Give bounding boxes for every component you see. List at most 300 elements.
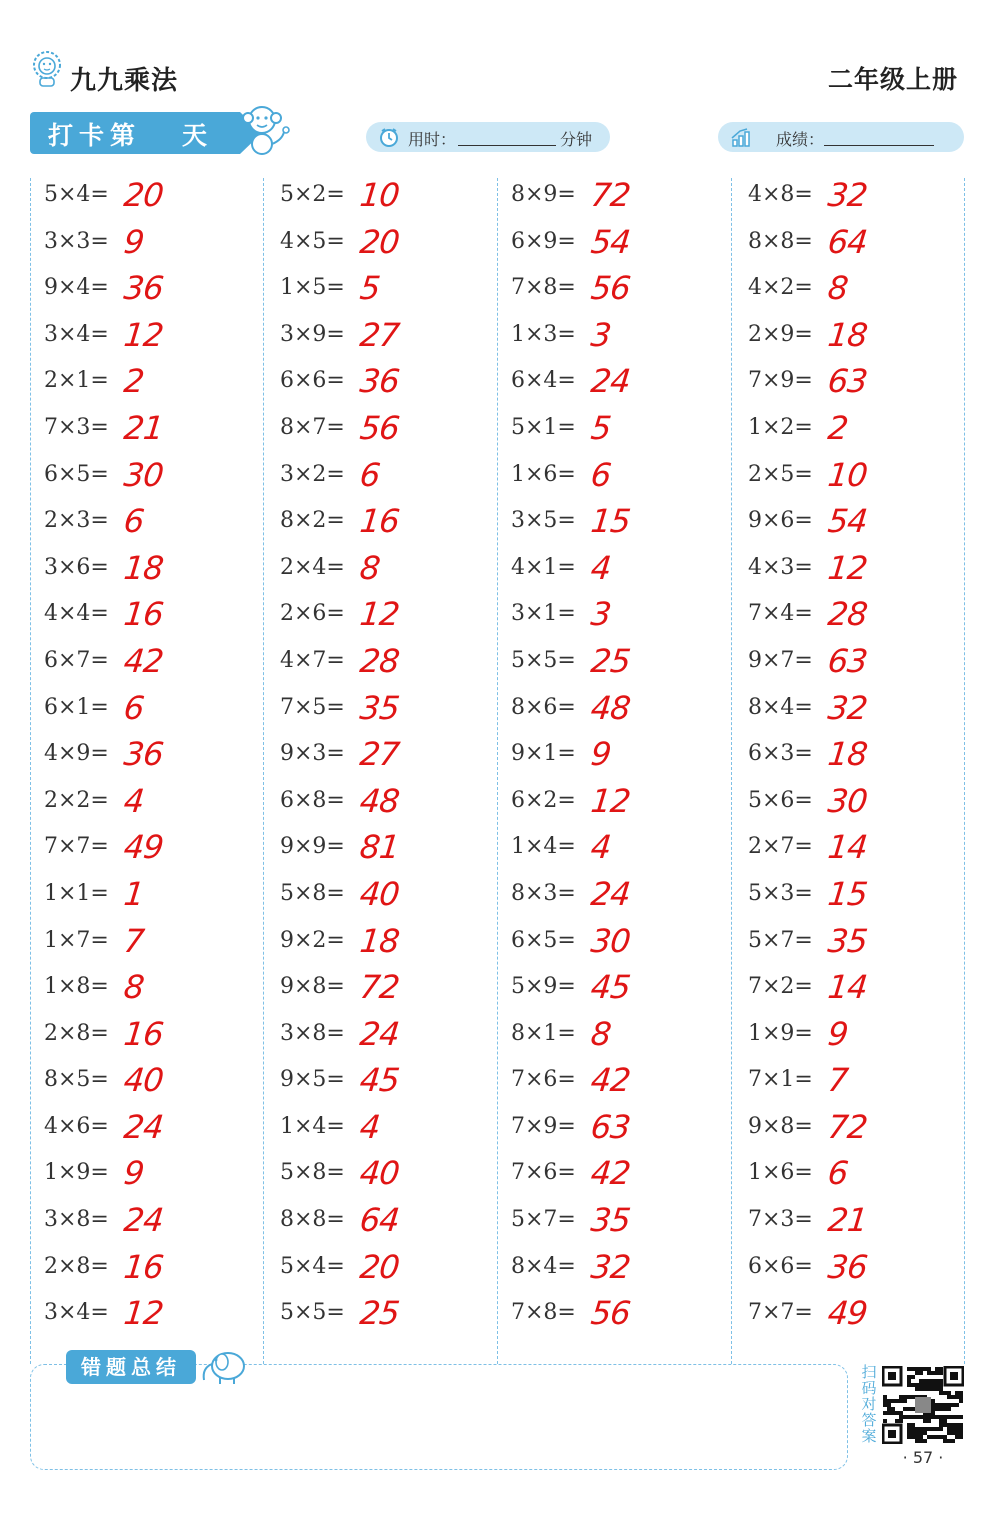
problem-row <box>280 638 505 685</box>
problem-text: 7×9= <box>748 368 813 394</box>
problem-row <box>748 591 973 638</box>
problem-text: 2×7= <box>748 834 813 860</box>
problem-text: 6×6= <box>748 1253 813 1279</box>
problem-row <box>280 1104 505 1151</box>
problem-text: 1×6= <box>748 1160 813 1186</box>
problem-row <box>748 964 973 1011</box>
problem-row <box>44 1290 269 1337</box>
problem-row <box>748 452 973 499</box>
problem-row <box>748 312 973 359</box>
problem-text: 3×8= <box>44 1207 109 1233</box>
problem-row <box>280 1244 505 1291</box>
problem-text: 1×6= <box>511 461 576 487</box>
handwritten-answer: 35 <box>358 688 401 727</box>
problem-row <box>44 685 269 732</box>
problem-row <box>511 591 736 638</box>
problem-text: 3×2= <box>280 461 345 487</box>
problem-text: 3×4= <box>44 321 109 347</box>
handwritten-answer: 45 <box>358 1061 401 1100</box>
problem-column-1 <box>44 172 269 1337</box>
problem-row <box>511 312 736 359</box>
problem-text: 1×1= <box>44 880 109 906</box>
handwritten-answer: 16 <box>122 1014 165 1053</box>
problem-text: 3×1= <box>511 601 576 627</box>
problem-text: 5×9= <box>511 974 576 1000</box>
problem-row <box>44 1244 269 1291</box>
problem-row <box>44 545 269 592</box>
handwritten-answer: 36 <box>826 1247 869 1286</box>
problem-row <box>511 265 736 312</box>
problem-text: 8×9= <box>511 182 576 207</box>
handwritten-answer: 24 <box>122 1201 165 1240</box>
score-label: 成绩： <box>776 130 825 149</box>
handwritten-answer: 2 <box>826 408 850 447</box>
problem-text: 1×9= <box>748 1020 813 1046</box>
problem-text: 3×8= <box>280 1020 345 1046</box>
problem-row <box>44 1104 269 1151</box>
lion-logo-icon <box>30 48 64 88</box>
problem-row <box>511 824 736 871</box>
problem-text: 3×3= <box>44 228 109 254</box>
clock-icon <box>378 126 400 148</box>
time-unit: 分钟 <box>560 130 593 149</box>
handwritten-answer: 8 <box>589 1014 613 1053</box>
wrong-summary-label: 错题总结 <box>66 1350 196 1384</box>
problem-text: 7×1= <box>748 1067 813 1093</box>
problem-text: 4×4= <box>44 601 109 627</box>
problem-row <box>511 172 736 219</box>
handwritten-answer: 14 <box>826 828 869 867</box>
handwritten-answer: 24 <box>589 362 632 401</box>
handwritten-answer: 1 <box>122 874 146 913</box>
problem-row <box>280 1197 505 1244</box>
problem-row <box>748 638 973 685</box>
problem-row <box>511 358 736 405</box>
problem-row <box>511 1290 736 1337</box>
problem-text: 5×6= <box>748 787 813 813</box>
problem-row <box>280 172 505 219</box>
handwritten-answer: 56 <box>358 408 401 447</box>
problem-text: 6×7= <box>44 647 109 673</box>
problem-row <box>748 1104 973 1151</box>
problem-text: 7×7= <box>748 1300 813 1326</box>
handwritten-answer: 30 <box>826 781 869 820</box>
problem-text: 7×8= <box>511 275 576 301</box>
problem-row <box>511 638 736 685</box>
score-field[interactable] <box>718 122 964 152</box>
problem-text: 6×8= <box>280 787 345 813</box>
handwritten-answer: 48 <box>358 781 401 820</box>
problem-row <box>44 265 269 312</box>
problem-row <box>280 731 505 778</box>
handwritten-answer: 32 <box>826 688 869 727</box>
handwritten-answer: 21 <box>826 1201 869 1240</box>
problem-text: 1×8= <box>44 974 109 1000</box>
problem-text: 8×3= <box>511 880 576 906</box>
problem-text: 9×9= <box>280 834 345 860</box>
handwritten-answer: 2 <box>122 362 146 401</box>
problem-row <box>44 871 269 918</box>
problem-text: 1×2= <box>748 414 813 440</box>
handwritten-answer: 24 <box>358 1014 401 1053</box>
handwritten-answer: 63 <box>826 362 869 401</box>
problem-row <box>280 778 505 825</box>
handwritten-answer: 12 <box>826 548 869 587</box>
problem-row <box>511 498 736 545</box>
elephant-icon <box>198 1346 252 1386</box>
monkey-icon <box>236 100 292 158</box>
handwritten-answer: 4 <box>589 828 613 867</box>
handwritten-answer: 6 <box>358 455 382 494</box>
problem-row <box>44 172 269 219</box>
problem-row <box>280 824 505 871</box>
handwritten-answer: 54 <box>826 502 869 541</box>
handwritten-answer: 72 <box>589 176 632 214</box>
handwritten-answer: 42 <box>589 1061 632 1100</box>
problem-text: 4×1= <box>511 554 576 580</box>
problem-row <box>44 778 269 825</box>
problem-row <box>748 498 973 545</box>
time-blank-line <box>458 145 556 146</box>
problem-text: 5×3= <box>748 880 813 906</box>
problem-row <box>280 1150 505 1197</box>
problem-text: 5×4= <box>44 182 109 207</box>
handwritten-answer: 72 <box>358 968 401 1007</box>
handwritten-answer: 63 <box>826 641 869 680</box>
handwritten-answer: 16 <box>122 595 165 634</box>
handwritten-answer: 40 <box>358 874 401 913</box>
day-prefix: 打卡第 <box>48 121 142 150</box>
problem-row <box>280 871 505 918</box>
problem-row <box>511 918 736 965</box>
problem-text: 8×2= <box>280 508 345 534</box>
book-title: 九九乘法 <box>70 66 179 96</box>
handwritten-answer: 18 <box>122 548 165 587</box>
problem-row <box>280 265 505 312</box>
problem-text: 1×5= <box>280 275 345 301</box>
problem-row <box>44 1150 269 1197</box>
handwritten-answer: 63 <box>589 1107 632 1146</box>
grade-label: 二年级上册 <box>827 65 958 94</box>
problem-row <box>748 918 973 965</box>
problem-row <box>511 778 736 825</box>
problem-row <box>44 358 269 405</box>
problem-row <box>511 731 736 778</box>
handwritten-answer: 18 <box>826 735 869 774</box>
handwritten-answer: 5 <box>358 269 382 308</box>
problem-text: 9×1= <box>511 741 576 767</box>
problem-text: 4×5= <box>280 228 345 254</box>
problem-text: 3×9= <box>280 321 345 347</box>
problem-text: 6×5= <box>511 927 576 953</box>
problem-row <box>748 405 973 452</box>
problem-text: 9×8= <box>280 974 345 1000</box>
problem-text: 9×5= <box>280 1067 345 1093</box>
handwritten-answer: 25 <box>358 1294 401 1333</box>
handwritten-answer: 4 <box>358 1107 382 1146</box>
problem-row <box>748 1290 973 1337</box>
problem-row <box>280 918 505 965</box>
problem-row <box>44 918 269 965</box>
problem-text: 7×7= <box>44 834 109 860</box>
problem-text: 5×7= <box>748 927 813 953</box>
problem-text: 8×4= <box>511 1253 576 1279</box>
problem-text: 3×4= <box>44 1300 109 1326</box>
handwritten-answer: 42 <box>122 641 165 680</box>
problem-row <box>280 545 505 592</box>
problem-row <box>44 452 269 499</box>
problem-text: 1×4= <box>280 1113 345 1139</box>
handwritten-answer: 20 <box>358 222 401 261</box>
problem-row <box>280 1290 505 1337</box>
problem-column-3 <box>511 172 736 1337</box>
problem-text: 7×2= <box>748 974 813 1000</box>
problem-text: 1×3= <box>511 321 576 347</box>
problem-row <box>44 824 269 871</box>
problem-row <box>748 1057 973 1104</box>
handwritten-answer: 8 <box>826 269 850 308</box>
handwritten-answer: 3 <box>589 595 613 634</box>
problem-row <box>280 685 505 732</box>
problem-row <box>748 265 973 312</box>
handwritten-answer: 36 <box>122 735 165 774</box>
problem-row <box>44 731 269 778</box>
problem-row <box>280 1057 505 1104</box>
problem-row <box>44 591 269 638</box>
problem-row <box>44 405 269 452</box>
problem-row <box>748 778 973 825</box>
handwritten-answer: 12 <box>122 1294 165 1333</box>
handwritten-answer: 7 <box>122 921 146 960</box>
scan-for-answers-label: 扫码对答案 <box>861 1363 877 1445</box>
problem-row <box>748 358 973 405</box>
problem-row <box>511 871 736 918</box>
time-label: 用时： <box>408 130 457 149</box>
handwritten-answer: 10 <box>826 455 869 494</box>
problem-row <box>44 1011 269 1058</box>
problem-text: 2×8= <box>44 1253 109 1279</box>
problem-row <box>511 1150 736 1197</box>
problem-column-2 <box>280 172 505 1337</box>
problem-row <box>44 638 269 685</box>
problem-row <box>748 219 973 266</box>
problem-text: 8×5= <box>44 1067 109 1093</box>
handwritten-answer: 8 <box>358 548 382 587</box>
problem-text: 2×4= <box>280 554 345 580</box>
problem-text: 1×7= <box>44 927 109 953</box>
problem-row <box>748 1011 973 1058</box>
handwritten-answer: 27 <box>358 735 401 774</box>
handwritten-answer: 49 <box>826 1294 869 1333</box>
problem-row <box>44 1197 269 1244</box>
problem-text: 1×4= <box>511 834 576 860</box>
handwritten-answer: 42 <box>589 1154 632 1193</box>
problem-text: 5×1= <box>511 414 576 440</box>
problem-row <box>511 964 736 1011</box>
handwritten-answer: 12 <box>589 781 632 820</box>
problem-row <box>748 1150 973 1197</box>
time-field[interactable] <box>366 122 610 152</box>
problem-row <box>511 452 736 499</box>
problem-text: 2×9= <box>748 321 813 347</box>
problem-text: 7×5= <box>280 694 345 720</box>
problem-row <box>511 1057 736 1104</box>
problem-row <box>280 591 505 638</box>
handwritten-answer: 6 <box>589 455 613 494</box>
problem-text: 4×3= <box>748 554 813 580</box>
handwritten-answer: 28 <box>358 641 401 680</box>
problem-text: 6×2= <box>511 787 576 813</box>
problem-row <box>748 1197 973 1244</box>
problem-text: 8×8= <box>280 1207 345 1233</box>
problem-text: 5×8= <box>280 880 345 906</box>
handwritten-answer: 20 <box>358 1247 401 1286</box>
problem-row <box>280 452 505 499</box>
handwritten-answer: 28 <box>826 595 869 634</box>
problem-row <box>511 1011 736 1058</box>
problem-text: 6×5= <box>44 461 109 487</box>
problem-text: 2×5= <box>748 461 813 487</box>
problem-text: 5×8= <box>280 1160 345 1186</box>
problem-text: 9×3= <box>280 741 345 767</box>
column-divider <box>30 178 31 1364</box>
handwritten-answer: 32 <box>589 1247 632 1286</box>
handwritten-answer: 56 <box>589 269 632 308</box>
problem-text: 1×9= <box>44 1160 109 1186</box>
handwritten-answer: 45 <box>589 968 632 1007</box>
problem-row <box>748 871 973 918</box>
problem-text: 7×3= <box>748 1207 813 1233</box>
problem-text: 4×7= <box>280 647 345 673</box>
handwritten-answer: 3 <box>589 315 613 354</box>
problem-row <box>44 1057 269 1104</box>
handwritten-answer: 15 <box>589 502 632 541</box>
handwritten-answer: 15 <box>826 874 869 913</box>
problem-text: 5×5= <box>280 1300 345 1326</box>
handwritten-answer: 9 <box>122 1154 146 1193</box>
day-checkin-banner <box>30 112 240 154</box>
problem-text: 5×2= <box>280 182 345 207</box>
problem-text: 3×6= <box>44 554 109 580</box>
handwritten-answer: 35 <box>589 1201 632 1240</box>
problem-text: 8×8= <box>748 228 813 254</box>
handwritten-answer: 35 <box>826 921 869 960</box>
problem-row <box>44 312 269 359</box>
problem-text: 4×8= <box>748 182 813 207</box>
handwritten-answer: 54 <box>589 222 632 261</box>
problem-row <box>748 824 973 871</box>
handwritten-answer: 8 <box>122 968 146 1007</box>
problem-row <box>44 219 269 266</box>
problem-text: 9×2= <box>280 927 345 953</box>
handwritten-answer: 18 <box>358 921 401 960</box>
problem-text: 2×6= <box>280 601 345 627</box>
problem-text: 7×4= <box>748 601 813 627</box>
handwritten-answer: 12 <box>122 315 165 354</box>
problem-row <box>511 405 736 452</box>
handwritten-answer: 24 <box>589 874 632 913</box>
handwritten-answer: 36 <box>122 269 165 308</box>
handwritten-answer: 5 <box>589 408 613 447</box>
problem-text: 7×8= <box>511 1300 576 1326</box>
handwritten-answer: 32 <box>826 176 869 214</box>
handwritten-answer: 49 <box>122 828 165 867</box>
qr-code-icon[interactable] <box>882 1366 964 1444</box>
problem-text: 6×9= <box>511 228 576 254</box>
handwritten-answer: 21 <box>122 408 165 447</box>
problem-text: 7×6= <box>511 1067 576 1093</box>
score-blank-line <box>824 145 934 146</box>
problem-row <box>511 219 736 266</box>
handwritten-answer: 36 <box>358 362 401 401</box>
problem-row <box>280 219 505 266</box>
handwritten-answer: 4 <box>122 781 146 820</box>
handwritten-answer: 18 <box>826 315 869 354</box>
problem-text: 4×2= <box>748 275 813 301</box>
problem-column-4 <box>748 172 973 1337</box>
handwritten-answer: 16 <box>122 1247 165 1286</box>
problem-text: 8×4= <box>748 694 813 720</box>
handwritten-answer: 6 <box>122 502 146 541</box>
handwritten-answer: 64 <box>358 1201 401 1240</box>
handwritten-answer: 27 <box>358 315 401 354</box>
handwritten-answer: 24 <box>122 1107 165 1146</box>
handwritten-answer: 81 <box>358 828 401 867</box>
problem-text: 6×3= <box>748 741 813 767</box>
handwritten-answer: 12 <box>358 595 401 634</box>
handwritten-answer: 25 <box>589 641 632 680</box>
problem-text: 5×4= <box>280 1253 345 1279</box>
problem-text: 8×7= <box>280 414 345 440</box>
problem-text: 2×3= <box>44 508 109 534</box>
problem-text: 8×6= <box>511 694 576 720</box>
problem-text: 9×4= <box>44 275 109 301</box>
handwritten-answer: 16 <box>358 502 401 541</box>
problem-text: 6×6= <box>280 368 345 394</box>
problem-row <box>511 1244 736 1291</box>
problem-row <box>511 1197 736 1244</box>
problem-row <box>280 498 505 545</box>
problem-row <box>748 731 973 778</box>
handwritten-answer: 20 <box>122 176 165 214</box>
handwritten-answer: 9 <box>589 735 613 774</box>
problem-text: 6×1= <box>44 694 109 720</box>
handwritten-answer: 6 <box>826 1154 850 1193</box>
handwritten-answer: 40 <box>122 1061 165 1100</box>
problem-text: 5×5= <box>511 647 576 673</box>
problem-text: 5×7= <box>511 1207 576 1233</box>
handwritten-answer: 40 <box>358 1154 401 1193</box>
problem-row <box>748 1244 973 1291</box>
problem-row <box>280 312 505 359</box>
handwritten-answer: 10 <box>358 176 401 214</box>
handwritten-answer: 14 <box>826 968 869 1007</box>
problem-row <box>748 685 973 732</box>
problem-text: 9×8= <box>748 1113 813 1139</box>
problem-row <box>44 498 269 545</box>
problem-row <box>511 545 736 592</box>
problem-text: 7×9= <box>511 1113 576 1139</box>
problem-row <box>280 405 505 452</box>
problem-text: 4×6= <box>44 1113 109 1139</box>
handwritten-answer: 9 <box>122 222 146 261</box>
problem-text: 7×3= <box>44 414 109 440</box>
day-suffix: 天 <box>182 121 208 150</box>
problem-text: 4×9= <box>44 741 109 767</box>
problem-row <box>748 545 973 592</box>
handwritten-answer: 7 <box>826 1061 850 1100</box>
problem-text: 9×6= <box>748 508 813 534</box>
